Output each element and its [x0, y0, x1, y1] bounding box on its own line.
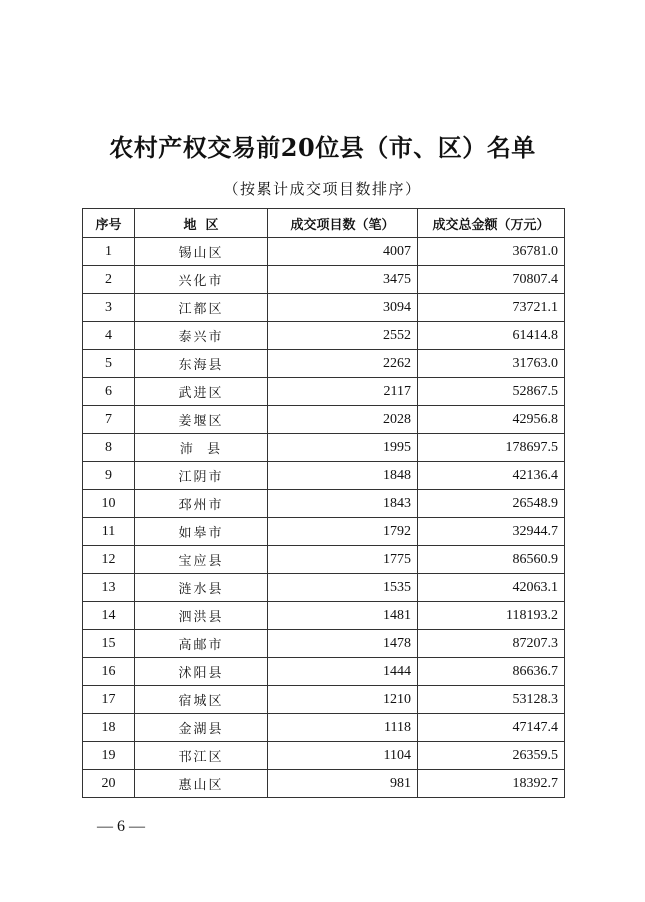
cell-total-amount: 42136.4: [418, 462, 565, 490]
cell-project-count: 2552: [268, 322, 418, 350]
cell-region: 宿城区: [135, 686, 268, 714]
cell-total-amount: 86636.7: [418, 658, 565, 686]
table-row: [83, 630, 565, 658]
table-row: [83, 322, 565, 350]
cell-region: 金湖县: [135, 714, 268, 742]
table-row: [83, 378, 565, 406]
cell-project-count: 1792: [268, 518, 418, 546]
cell-index: 7: [83, 406, 135, 434]
cell-project-count: 1848: [268, 462, 418, 490]
table-row: [83, 770, 565, 798]
table-row: [83, 238, 565, 266]
cell-index: 12: [83, 546, 135, 574]
table-row: [83, 574, 565, 602]
cell-project-count: 4007: [268, 238, 418, 266]
cell-total-amount: 32944.7: [418, 518, 565, 546]
page-number: — 6 —: [97, 818, 145, 835]
cell-total-amount: 47147.4: [418, 714, 565, 742]
cell-total-amount: 42063.1: [418, 574, 565, 602]
cell-project-count: 981: [268, 770, 418, 798]
cell-project-count: 1444: [268, 658, 418, 686]
cell-index: 14: [83, 602, 135, 630]
header-total-amount: 成交总金额（万元）: [418, 209, 565, 238]
table-row: [83, 518, 565, 546]
cell-project-count: 1843: [268, 490, 418, 518]
cell-region: 泗洪县: [135, 602, 268, 630]
table-row: [83, 686, 565, 714]
table-row: [83, 266, 565, 294]
cell-total-amount: 73721.1: [418, 294, 565, 322]
cell-project-count: 2028: [268, 406, 418, 434]
page-title: 农村产权交易前20位县（市、区）名单: [109, 133, 536, 162]
cell-index: 9: [83, 462, 135, 490]
table-row: [83, 658, 565, 686]
cell-total-amount: 18392.7: [418, 770, 565, 798]
cell-project-count: 2262: [268, 350, 418, 378]
cell-index: 2: [83, 266, 135, 294]
cell-index: 20: [83, 770, 135, 798]
table-row: [83, 462, 565, 490]
cell-project-count: 3475: [268, 266, 418, 294]
cell-region: 江阴市: [135, 462, 268, 490]
table-row: [83, 406, 565, 434]
cell-total-amount: 42956.8: [418, 406, 565, 434]
cell-region: 沭阳县: [135, 658, 268, 686]
table-row: [83, 434, 565, 462]
cell-project-count: 1118: [268, 714, 418, 742]
cell-region: 泰兴市: [135, 322, 268, 350]
cell-index: 17: [83, 686, 135, 714]
header-region: 地 区: [135, 209, 268, 238]
cell-region: 锡山区: [135, 238, 268, 266]
cell-project-count: 3094: [268, 294, 418, 322]
table-row: [83, 490, 565, 518]
cell-total-amount: 26359.5: [418, 742, 565, 770]
cell-index: 5: [83, 350, 135, 378]
cell-index: 3: [83, 294, 135, 322]
table-row: [83, 742, 565, 770]
cell-index: 8: [83, 434, 135, 462]
cell-index: 6: [83, 378, 135, 406]
cell-total-amount: 87207.3: [418, 630, 565, 658]
cell-project-count: 1775: [268, 546, 418, 574]
header-index: 序号: [83, 209, 135, 238]
cell-index: 13: [83, 574, 135, 602]
cell-total-amount: 178697.5: [418, 434, 565, 462]
table-row: [83, 350, 565, 378]
table-header-row: [83, 209, 565, 238]
cell-project-count: 1995: [268, 434, 418, 462]
cell-project-count: 1210: [268, 686, 418, 714]
cell-region: 宝应县: [135, 546, 268, 574]
cell-total-amount: 70807.4: [418, 266, 565, 294]
cell-region: 东海县: [135, 350, 268, 378]
table-row: [83, 546, 565, 574]
cell-total-amount: 53128.3: [418, 686, 565, 714]
cell-region: 惠山区: [135, 770, 268, 798]
cell-region: 江都区: [135, 294, 268, 322]
cell-index: 15: [83, 630, 135, 658]
cell-index: 1: [83, 238, 135, 266]
header-project-count: 成交项目数（笔）: [268, 209, 418, 238]
cell-total-amount: 31763.0: [418, 350, 565, 378]
cell-index: 19: [83, 742, 135, 770]
table-row: [83, 714, 565, 742]
cell-index: 18: [83, 714, 135, 742]
cell-total-amount: 36781.0: [418, 238, 565, 266]
cell-index: 11: [83, 518, 135, 546]
cell-index: 10: [83, 490, 135, 518]
cell-region: 姜堰区: [135, 406, 268, 434]
cell-region: 高邮市: [135, 630, 268, 658]
cell-region: 沛 县: [135, 434, 268, 462]
cell-region: 如皋市: [135, 518, 268, 546]
cell-region: 邗江区: [135, 742, 268, 770]
cell-project-count: 1481: [268, 602, 418, 630]
ranking-table: [82, 208, 565, 798]
cell-project-count: 1535: [268, 574, 418, 602]
cell-index: 4: [83, 322, 135, 350]
cell-region: 武进区: [135, 378, 268, 406]
cell-total-amount: 118193.2: [418, 602, 565, 630]
cell-total-amount: 86560.9: [418, 546, 565, 574]
table-body: [83, 238, 565, 798]
cell-project-count: 2117: [268, 378, 418, 406]
page-subtitle: （按累计成交项目数排序）: [223, 180, 422, 198]
cell-total-amount: 26548.9: [418, 490, 565, 518]
cell-index: 16: [83, 658, 135, 686]
cell-region: 兴化市: [135, 266, 268, 294]
table-row: [83, 294, 565, 322]
cell-region: 邳州市: [135, 490, 268, 518]
cell-total-amount: 61414.8: [418, 322, 565, 350]
table-row: [83, 602, 565, 630]
cell-region: 涟水县: [135, 574, 268, 602]
cell-project-count: 1104: [268, 742, 418, 770]
cell-project-count: 1478: [268, 630, 418, 658]
cell-total-amount: 52867.5: [418, 378, 565, 406]
